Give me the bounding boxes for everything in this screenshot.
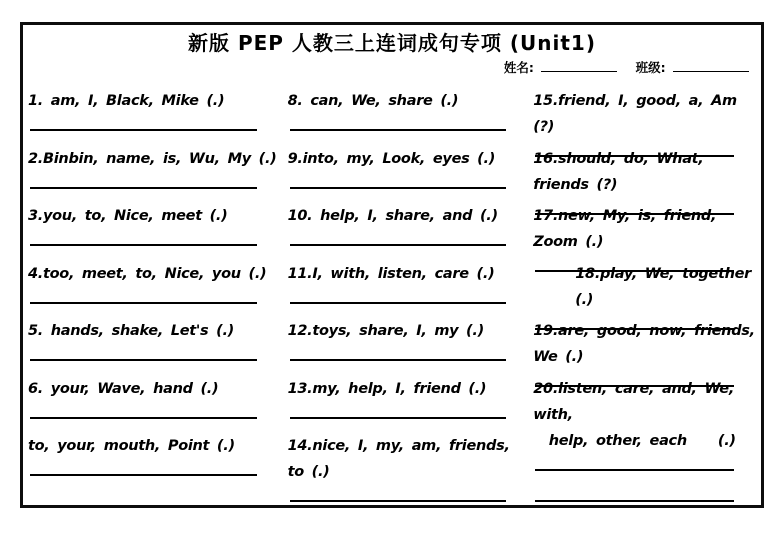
exercise-item-text: 19.are, good, now, friends, We (.) (533, 323, 763, 365)
exercise-item-text: 13.my, help, I, friend (.) (287, 380, 487, 397)
exercise-item (533, 261, 759, 319)
answer-blank-line (290, 500, 506, 502)
exercise-item-text: 14.nice, I, my, am, friends, to (.) (287, 438, 518, 480)
exercise-item (28, 146, 286, 204)
answer-blank-line (290, 302, 506, 304)
name-label: 姓名: (503, 60, 534, 75)
exercise-item (288, 146, 534, 204)
exercise-columns (23, 88, 761, 491)
exercise-item (288, 88, 534, 146)
exercise-item-text: 1. am, I, Black, Mike (.) (28, 93, 225, 109)
exercise-item-text: help, other, each (.) (533, 432, 736, 449)
exercise-item-text: 20.listen, care, and, We, with, (533, 380, 742, 423)
exercise-column-3 (533, 88, 763, 491)
exercise-item (28, 433, 286, 491)
exercise-column-2 (286, 88, 534, 491)
exercise-item-text: 4.too, meet, to, Nice, you (.) (28, 265, 267, 282)
answer-blank-line (290, 359, 506, 361)
exercise-item (288, 433, 534, 491)
exercise-item (288, 318, 534, 376)
exercise-item-text: 2.Binbin, name, is, Wu, My (.) (28, 150, 277, 167)
name-blank-line (541, 59, 617, 72)
exercise-item-text: 17.new, My, is, friend, Zoom (.) (533, 208, 724, 250)
exercise-item-text: 8. can, We, share (.) (287, 93, 459, 109)
answer-blank-line (30, 417, 257, 419)
exercise-item (288, 376, 534, 434)
exercise-item (533, 318, 763, 376)
answer-blank-line (290, 187, 506, 189)
answer-blank-line (290, 129, 506, 131)
answer-blank-line (30, 129, 257, 131)
worksheet-title: 新版 PEP 人教三上连词成句专项 (Unit1) (188, 31, 596, 55)
worksheet-border-box (20, 22, 764, 508)
answer-blank-line (535, 469, 734, 471)
exercise-item (288, 203, 534, 261)
exercise-item-text: 3.you, to, Nice, meet (.) (28, 208, 228, 224)
exercise-item-text: 6. your, Wave, hand (.) (28, 380, 219, 397)
exercise-item-text: 5. hands, shake, Let's (.) (28, 323, 234, 339)
exercise-item (533, 146, 759, 204)
exercise-item (28, 261, 286, 319)
exercise-item (28, 88, 286, 146)
answer-blank-line (290, 244, 506, 246)
exercise-item-text: 18.play, We, together (.) (575, 265, 759, 308)
answer-blank-line (30, 244, 257, 246)
exercise-item-text: 16.should, do, What, friends (?) (533, 150, 712, 193)
answer-blank-line (535, 500, 734, 502)
exercise-item (533, 203, 759, 261)
exercise-item (533, 376, 759, 491)
exercise-item (288, 261, 534, 319)
exercise-item-text: 9.into, my, Look, eyes (.) (287, 150, 496, 167)
class-label: 班级: (635, 60, 666, 75)
answer-blank-line (30, 359, 257, 361)
answer-blank-line (30, 187, 257, 189)
exercise-item-text: to, your, mouth, Point (.) (28, 438, 235, 454)
answer-blank-line (30, 302, 257, 304)
class-blank-line (673, 59, 749, 72)
exercise-item-text: 11.I, with, listen, care (.) (287, 265, 495, 282)
exercise-item (28, 318, 286, 376)
exercise-item-text: 12.toys, share, I, my (.) (287, 323, 484, 339)
exercise-item-text: 15.friend, I, good, a, Am (?) (533, 93, 745, 135)
answer-blank-line (30, 474, 257, 476)
exercise-item-text: 10. help, I, share, and (.) (287, 208, 498, 224)
exercise-column-1 (26, 88, 286, 491)
exercise-item (28, 376, 286, 434)
answer-blank-line (290, 417, 506, 419)
name-class-row (23, 59, 761, 77)
exercise-item (28, 203, 286, 261)
exercise-item (533, 88, 759, 146)
